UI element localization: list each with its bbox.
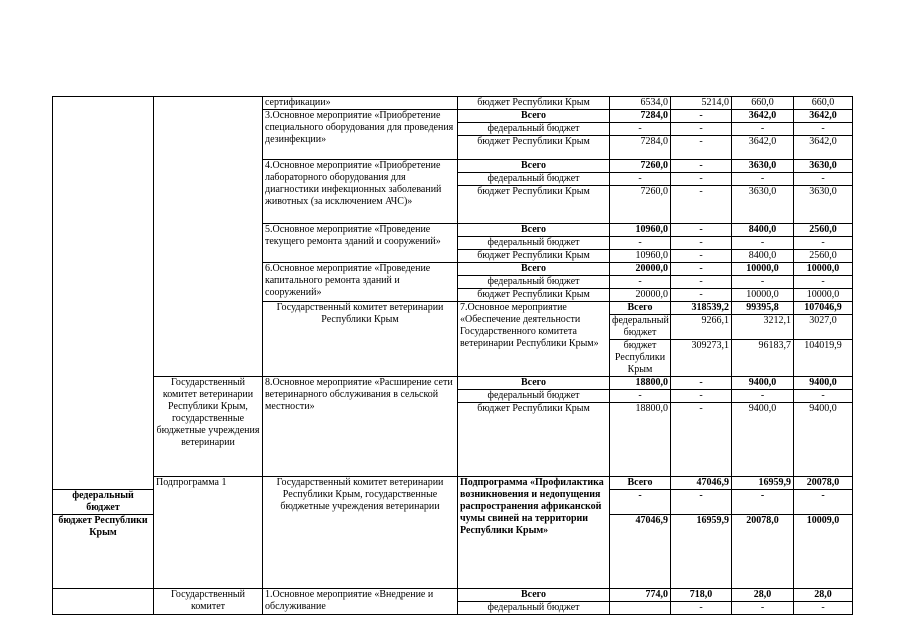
value-total: 774,0	[610, 589, 671, 602]
value-total: 10960,0	[610, 250, 671, 263]
value-total: 20000,0	[610, 289, 671, 302]
source-cell: федеральный бюджет	[458, 390, 610, 403]
value-year3: 10000,0	[794, 289, 853, 302]
value-total: 309273,1	[671, 340, 732, 377]
source-cell: бюджет Республики Крым	[458, 97, 610, 110]
value-total: 18800,0	[610, 403, 671, 477]
table-row	[53, 97, 853, 110]
value-total: 47046,9	[610, 515, 671, 589]
source-cell: Всего	[458, 160, 610, 173]
value-year2: 3027,0	[794, 315, 853, 340]
value-total: 318539,2	[671, 302, 732, 315]
value-year1: 718,0	[671, 589, 732, 602]
value-year1: -	[671, 237, 732, 250]
table-row	[53, 589, 853, 602]
value-total: -	[610, 123, 671, 136]
value-total: 6534,0	[610, 97, 671, 110]
activity-cell: Подпрограмма «Профилактика возникновения и недопущения распространения африканской чумы свиней на территории Республики Крым»	[458, 477, 610, 589]
source-cell: федеральный бюджет	[458, 602, 610, 615]
section-cell	[53, 97, 154, 490]
value-year1: -	[671, 173, 732, 186]
value-year2: 3630,0	[732, 160, 794, 173]
value-year2: 660,0	[732, 97, 794, 110]
value-year1: -	[671, 377, 732, 390]
source-cell: бюджет Республики Крым	[458, 289, 610, 302]
value-total: 7284,0	[610, 136, 671, 160]
activity-cell: 4.Основное мероприятие «Приобретение лабораторного оборудования для диагностики инфекционных заболеваний животных (за исключением АЧС)»	[263, 160, 458, 224]
value-year2: 20078,0	[794, 477, 853, 490]
value-year3: 3630,0	[794, 186, 853, 224]
value-year2: 3642,0	[732, 136, 794, 160]
value-total: 7260,0	[610, 160, 671, 173]
source-cell: федеральный бюджет	[458, 173, 610, 186]
executor-cell: Государственный комитет ветеринарии Республики Крым	[263, 302, 458, 377]
value-year2: 10000,0	[732, 263, 794, 276]
value-year2: 8400,0	[732, 250, 794, 263]
source-cell: федеральный бюджет	[458, 276, 610, 289]
value-year1: -	[671, 602, 732, 615]
value-year3: 3642,0	[794, 136, 853, 160]
value-total: 20000,0	[610, 263, 671, 276]
value-year3: 660,0	[794, 97, 853, 110]
value-year2: 9400,0	[732, 377, 794, 390]
executor-cell: Государственный комитет	[154, 589, 263, 615]
value-year1: 16959,9	[671, 515, 732, 589]
value-year3: -	[794, 173, 853, 186]
source-cell: Всего	[458, 263, 610, 276]
value-year1: 96183,7	[732, 340, 794, 377]
value-year1: -	[671, 276, 732, 289]
budget-table	[52, 96, 853, 615]
value-total: 7284,0	[610, 110, 671, 123]
executor-cell: Государственный комитет ветеринарии Республики Крым, государственные бюджетные учреждения ветеринарии	[263, 477, 458, 589]
value-year2: -	[732, 390, 794, 403]
source-cell: бюджет Республики Крым	[610, 340, 671, 377]
source-cell: федеральный бюджет	[610, 315, 671, 340]
value-total: 9266,1	[671, 315, 732, 340]
value-year1: -	[671, 136, 732, 160]
value-year1: 99395,8	[732, 302, 794, 315]
source-cell: бюджет Республики Крым	[458, 403, 610, 477]
source-cell: федеральный бюджет	[458, 123, 610, 136]
value-year3: -	[794, 237, 853, 250]
value-year3: -	[794, 490, 853, 515]
section-cell: Подпрограмма 1	[154, 477, 263, 589]
value-year1: 3212,1	[732, 315, 794, 340]
value-year1: -	[671, 263, 732, 276]
value-year1: -	[671, 224, 732, 237]
value-total: -	[610, 173, 671, 186]
value-year2: 28,0	[732, 589, 794, 602]
value-year2: 107046,9	[794, 302, 853, 315]
value-year3: 10000,0	[794, 263, 853, 276]
value-year3: -	[794, 602, 853, 615]
value-year3: 10009,0	[794, 515, 853, 589]
value-year3: -	[794, 276, 853, 289]
value-year2: -	[732, 237, 794, 250]
value-year3: 3642,0	[794, 110, 853, 123]
value-total: 47046,9	[671, 477, 732, 490]
source-cell: бюджет Республики Крым	[458, 136, 610, 160]
value-year2: -	[732, 123, 794, 136]
value-year1: -	[671, 110, 732, 123]
activity-cell: 8.Основное мероприятие «Расширение сети ветеринарного обслуживания в сельской местности»	[263, 377, 458, 477]
source-cell: Всего	[610, 477, 671, 490]
value-year3: 9400,0	[794, 403, 853, 477]
value-year3: 2560,0	[794, 224, 853, 237]
executor-cell: Государственный комитет ветеринарии Республики Крым, государственные бюджетные учреждения ветеринарии	[154, 377, 263, 477]
value-year1: -	[671, 490, 732, 515]
value-year3: 2560,0	[794, 250, 853, 263]
value-total: -	[610, 390, 671, 403]
activity-cell: сертификации»	[263, 97, 458, 110]
source-cell: бюджет Республики Крым	[458, 186, 610, 224]
executor-cell	[154, 97, 263, 377]
value-year1: -	[671, 123, 732, 136]
activity-cell: 5.Основное мероприятие «Проведение текущего ремонта зданий и сооружений»	[263, 224, 458, 263]
value-total: -	[610, 276, 671, 289]
value-total: -	[610, 490, 671, 515]
activity-cell: 6.Основное мероприятие «Проведение капитального ремонта зданий и сооружений»	[263, 263, 458, 302]
value-year3: 3630,0	[794, 160, 853, 173]
table-row	[53, 377, 853, 390]
activity-cell: 7.Основное мероприятие «Обеспечение деятельности Государственного комитета ветеринарии Республики Крым»	[458, 302, 610, 377]
source-cell: федеральный бюджет	[458, 237, 610, 250]
value-year2: -	[732, 490, 794, 515]
value-total: 7260,0	[610, 186, 671, 224]
value-year2: 8400,0	[732, 224, 794, 237]
value-year3: 9400,0	[794, 377, 853, 390]
value-year1: -	[671, 403, 732, 477]
value-year2: 10000,0	[732, 289, 794, 302]
value-year1: 16959,9	[732, 477, 794, 490]
value-year2: -	[732, 276, 794, 289]
value-total: 18800,0	[610, 377, 671, 390]
value-year2: 3630,0	[732, 186, 794, 224]
source-cell: Всего	[458, 110, 610, 123]
source-cell: бюджет Республики Крым	[458, 250, 610, 263]
value-year2: -	[732, 602, 794, 615]
value-year1: -	[671, 390, 732, 403]
activity-cell: 1.Основное мероприятие «Внедрение и обслуживание	[263, 589, 458, 615]
value-year1: 5214,0	[671, 97, 732, 110]
value-total	[610, 602, 671, 615]
source-cell: бюджет Республики Крым	[53, 515, 154, 589]
value-total: -	[610, 237, 671, 250]
value-year1: -	[671, 250, 732, 263]
value-year2: -	[732, 173, 794, 186]
source-cell: Всего	[458, 224, 610, 237]
value-total: 10960,0	[610, 224, 671, 237]
value-year2: 104019,9	[794, 340, 853, 377]
activity-cell: 3.Основное мероприятие «Приобретение специального оборудования для проведения дезинфекции»	[263, 110, 458, 160]
source-cell: Всего	[610, 302, 671, 315]
source-cell: федеральный бюджет	[53, 490, 154, 515]
value-year2: 9400,0	[732, 403, 794, 477]
value-year2: 3642,0	[732, 110, 794, 123]
source-cell: Всего	[458, 377, 610, 390]
value-year1: -	[671, 289, 732, 302]
source-cell: Всего	[458, 589, 610, 602]
value-year3: -	[794, 390, 853, 403]
value-year1: -	[671, 186, 732, 224]
value-year1: -	[671, 160, 732, 173]
value-year2: 20078,0	[732, 515, 794, 589]
value-year3: -	[794, 123, 853, 136]
section-cell	[53, 589, 154, 615]
table-row	[53, 477, 853, 490]
value-year3: 28,0	[794, 589, 853, 602]
